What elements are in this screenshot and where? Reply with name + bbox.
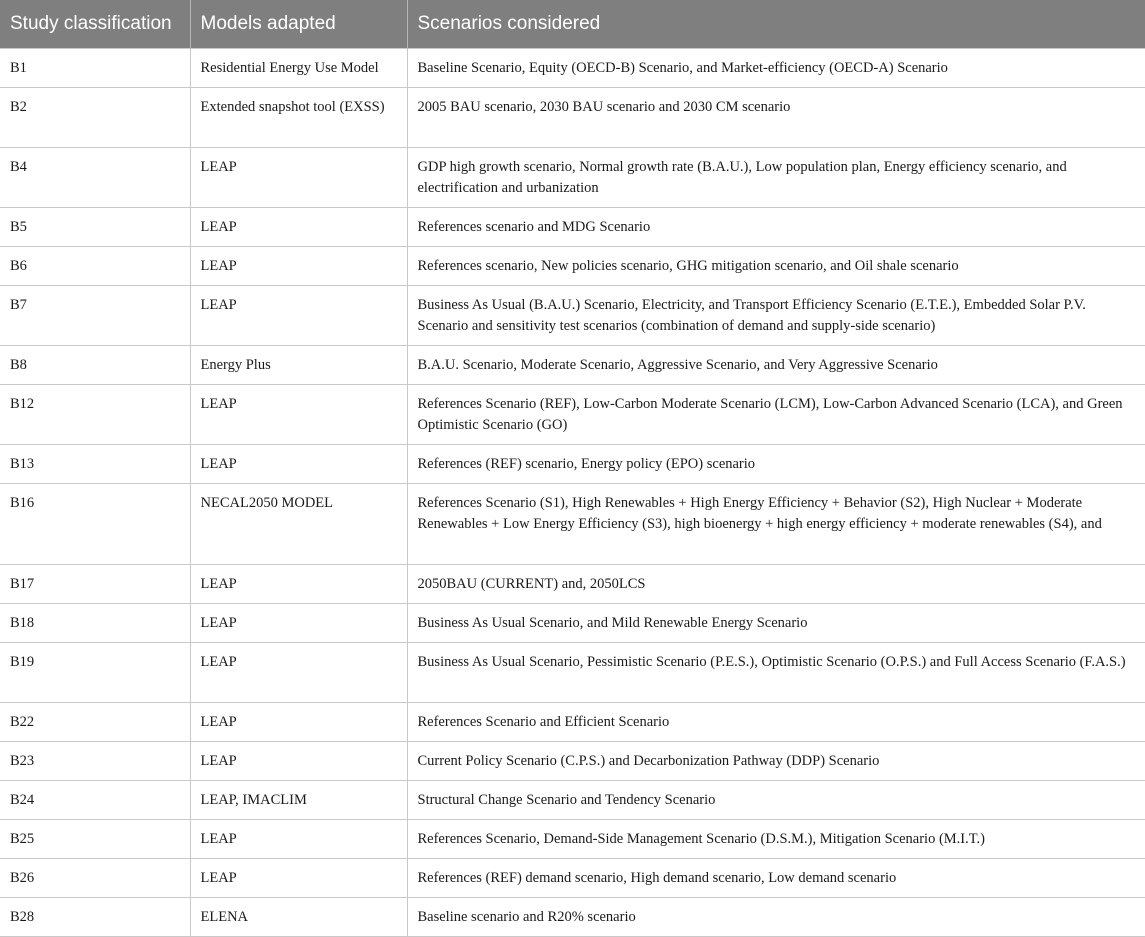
- table-row: [0, 49, 1145, 88]
- scenarios-cell: References (REF) scenario, Energy policy (EPO) scenario: [407, 445, 1145, 484]
- scenarios-cell: Current Policy Scenario (C.P.S.) and Decarbonization Pathway (DDP) Scenario: [407, 742, 1145, 781]
- scenarios-cell: References (REF) demand scenario, High demand scenario, Low demand scenario: [407, 859, 1145, 898]
- scenarios-cell: Business As Usual Scenario, Pessimistic Scenario (P.E.S.), Optimistic Scenario (O.P.S.) and Full Access Scenario (F.A.S.): [407, 643, 1145, 703]
- scenarios-cell: References Scenario, Demand-Side Management Scenario (D.S.M.), Mitigation Scenario (M.I.T.): [407, 820, 1145, 859]
- study-cell: B2: [0, 88, 190, 148]
- table-row: [0, 643, 1145, 703]
- study-cell: B24: [0, 781, 190, 820]
- model-cell: LEAP: [190, 445, 407, 484]
- scenarios-cell: References Scenario (REF), Low-Carbon Moderate Scenario (LCM), Low-Carbon Advanced Scenario (LCA), and Green Optimistic Scenario (GO): [407, 385, 1145, 445]
- table-row: [0, 88, 1145, 148]
- model-cell: LEAP: [190, 604, 407, 643]
- table-row: [0, 385, 1145, 445]
- scenarios-cell: 2005 BAU scenario, 2030 BAU scenario and 2030 CM scenario: [407, 88, 1145, 148]
- header-study-classification: Study classification: [0, 0, 190, 49]
- scenarios-cell: 2050BAU (CURRENT) and, 2050LCS: [407, 565, 1145, 604]
- table-row: [0, 703, 1145, 742]
- scenarios-cell: GDP high growth scenario, Normal growth rate (B.A.U.), Low population plan, Energy efficiency scenario, and electrification and urbanization: [407, 148, 1145, 208]
- table-row: [0, 286, 1145, 346]
- study-cell: B7: [0, 286, 190, 346]
- study-cell: B23: [0, 742, 190, 781]
- table-row: [0, 781, 1145, 820]
- table-body: [0, 49, 1145, 937]
- header-models-adapted: Models adapted: [190, 0, 407, 49]
- study-cell: B5: [0, 208, 190, 247]
- table-row: [0, 445, 1145, 484]
- table-row: [0, 859, 1145, 898]
- header-row: [0, 0, 1145, 49]
- scenarios-cell: References scenario and MDG Scenario: [407, 208, 1145, 247]
- scenarios-cell: References Scenario and Efficient Scenario: [407, 703, 1145, 742]
- model-cell: ELENA: [190, 898, 407, 937]
- table-row: [0, 208, 1145, 247]
- model-cell: LEAP, IMACLIM: [190, 781, 407, 820]
- table-row: [0, 484, 1145, 565]
- study-cell: B13: [0, 445, 190, 484]
- table-row: [0, 742, 1145, 781]
- scenarios-cell: Baseline Scenario, Equity (OECD-B) Scenario, and Market-efficiency (OECD-A) Scenario: [407, 49, 1145, 88]
- study-cell: B26: [0, 859, 190, 898]
- model-cell: Extended snapshot tool (EXSS): [190, 88, 407, 148]
- table-row: [0, 898, 1145, 937]
- model-cell: Energy Plus: [190, 346, 407, 385]
- table-row: [0, 247, 1145, 286]
- model-cell: LEAP: [190, 208, 407, 247]
- model-cell: Residential Energy Use Model: [190, 49, 407, 88]
- study-cell: B8: [0, 346, 190, 385]
- table-row: [0, 820, 1145, 859]
- model-cell: LEAP: [190, 742, 407, 781]
- model-cell: LEAP: [190, 820, 407, 859]
- study-cell: B1: [0, 49, 190, 88]
- study-cell: B22: [0, 703, 190, 742]
- scenarios-cell: B.A.U. Scenario, Moderate Scenario, Aggressive Scenario, and Very Aggressive Scenario: [407, 346, 1145, 385]
- scenarios-cell: Structural Change Scenario and Tendency Scenario: [407, 781, 1145, 820]
- model-cell: LEAP: [190, 247, 407, 286]
- model-cell: LEAP: [190, 286, 407, 346]
- study-cell: B25: [0, 820, 190, 859]
- table-row: [0, 346, 1145, 385]
- study-cell: B6: [0, 247, 190, 286]
- model-cell: LEAP: [190, 643, 407, 703]
- study-cell: B17: [0, 565, 190, 604]
- model-cell: LEAP: [190, 385, 407, 445]
- model-cell: LEAP: [190, 703, 407, 742]
- table-row: [0, 604, 1145, 643]
- model-cell: LEAP: [190, 148, 407, 208]
- study-cell: B4: [0, 148, 190, 208]
- study-cell: B16: [0, 484, 190, 565]
- model-cell: LEAP: [190, 859, 407, 898]
- study-cell: B12: [0, 385, 190, 445]
- table-header: [0, 0, 1145, 49]
- table-row: [0, 148, 1145, 208]
- scenarios-cell: References Scenario (S1), High Renewables + High Energy Efficiency + Behavior (S2), High Nuclear + Moderate Renewables + Low Energy Efficiency (S3), high bioenergy + high energy efficiency + moderate renewables (S4), and: [407, 484, 1145, 565]
- header-scenarios-considered: Scenarios considered: [407, 0, 1145, 49]
- scenarios-cell: Business As Usual (B.A.U.) Scenario, Electricity, and Transport Efficiency Scenario (E.T.E.), Embedded Solar P.V. Scenario and sensitivity test scenarios (combination of demand and supply-side scenario): [407, 286, 1145, 346]
- study-cell: B28: [0, 898, 190, 937]
- scenarios-cell: Business As Usual Scenario, and Mild Renewable Energy Scenario: [407, 604, 1145, 643]
- scenarios-cell: References scenario, New policies scenario, GHG mitigation scenario, and Oil shale scenario: [407, 247, 1145, 286]
- table-row: [0, 565, 1145, 604]
- model-cell: LEAP: [190, 565, 407, 604]
- scenarios-cell: Baseline scenario and R20% scenario: [407, 898, 1145, 937]
- study-cell: B19: [0, 643, 190, 703]
- study-cell: B18: [0, 604, 190, 643]
- model-cell: NECAL2050 MODEL: [190, 484, 407, 565]
